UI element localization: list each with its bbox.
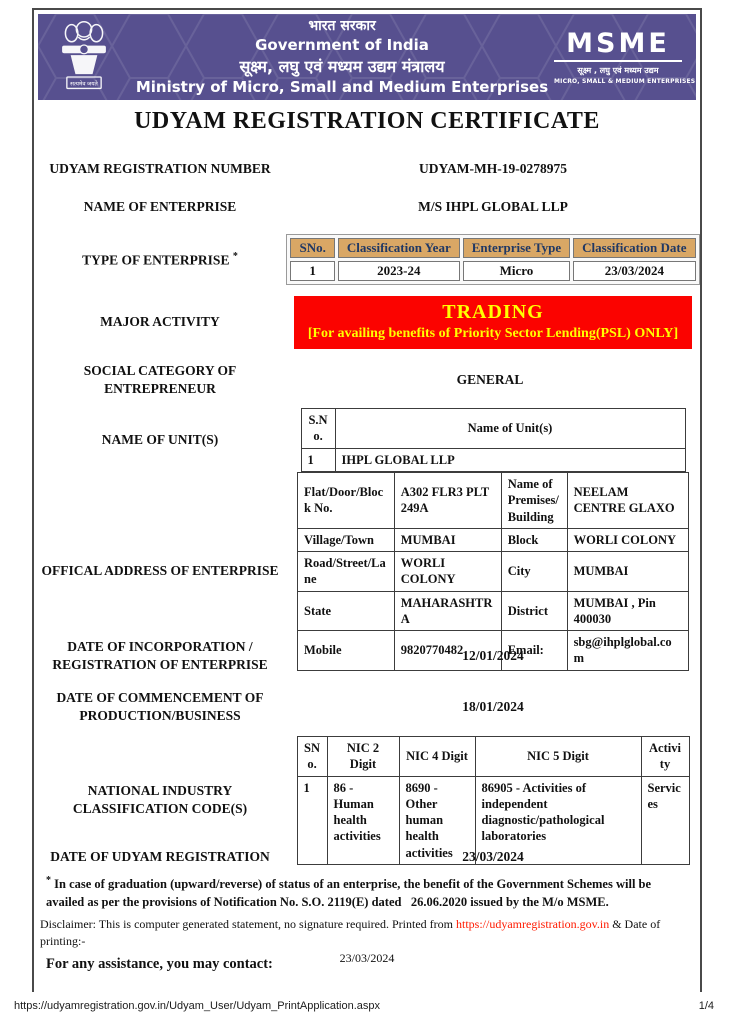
nic-header-5digit: NIC 5 Digit [475, 737, 641, 777]
addr-email-value: sbg@ihplglobal.com [567, 631, 688, 671]
footnote-asterisk: * [46, 875, 51, 886]
major-activity-label: MAJOR ACTIVITY [100, 314, 220, 330]
udyam-registration-date-label: DATE OF UDYAM REGISTRATION [50, 849, 270, 864]
udyam-registration-link[interactable]: https://udyamregistration.gov.in [456, 917, 610, 931]
type-of-enterprise-label: TYPE OF ENTERPRISE * [82, 250, 238, 268]
addr-city-label: City [501, 552, 567, 592]
nic-header-activity: Activity [641, 737, 689, 777]
classification-header-year: Classification Year [338, 238, 460, 258]
classification-type: Micro [463, 261, 570, 281]
nic-label: NATIONAL INDUSTRY CLASSIFICATION CODE(S) [72, 783, 248, 817]
classification-table [286, 234, 699, 285]
nic-2digit: 86 - Human health activities [327, 776, 399, 864]
nic-table [297, 736, 690, 865]
urn-value: UDYAM-MH-19-0278975 [419, 161, 567, 177]
addr-village-value: MUMBAI [394, 528, 501, 551]
units-table [301, 408, 686, 472]
addr-road-label: Road/Street/Lane [298, 552, 395, 592]
ministry-header-text [130, 17, 554, 98]
enterprise-name-row [34, 198, 700, 216]
classification-header-date: Classification Date [573, 238, 695, 258]
incorporation-date-value: 12/01/2024 [462, 648, 524, 664]
social-category-row [34, 362, 700, 398]
udyam-registration-date-row [34, 848, 700, 866]
nic-header-sno: SNo. [297, 737, 327, 777]
ministry-english: Ministry of Micro, Small and Medium Enterprises [135, 78, 549, 97]
units-row [34, 408, 700, 472]
assistance-heading: For any assistance, you may contact: [46, 956, 273, 972]
incorporation-date-row [34, 638, 700, 674]
msme-logo-hindi-tagline: सूक्ष्म , लघु एवं मध्यम उद्यम [577, 65, 659, 75]
ministry-hindi: सूक्ष्म, लघु एवं मध्यम उद्यम मंत्रालय [239, 56, 445, 76]
print-footer [14, 1000, 714, 1012]
classification-sno: 1 [290, 261, 334, 281]
addr-state-value: MAHARASHTRA [394, 591, 501, 631]
social-category-label: SOCIAL CATEGORY OF ENTREPRENEUR [83, 363, 237, 397]
disclaimer-text: Disclaimer: This is computer generated statement, no signature required. Printed from [40, 917, 456, 931]
units-header-name: Name of Unit(s) [335, 409, 685, 449]
units-header-sno: S.No. [301, 409, 335, 449]
addr-premises-value: NEELAM CENTRE GLAXO [567, 473, 688, 529]
nic-4digit: 8690 - Other human health activities [399, 776, 475, 864]
addr-block-label: Block [501, 528, 567, 551]
major-activity-note: [For availing benefits of Priority Sector Lending(PSL) ONLY] [307, 326, 679, 341]
certificate-page [32, 8, 702, 992]
table-row [298, 528, 689, 551]
unit-sno: 1 [301, 448, 335, 471]
emblem-motto-text: सत्यमेव जयते [70, 81, 98, 88]
header-banner [38, 14, 696, 100]
commencement-date-value: 18/01/2024 [462, 699, 524, 715]
major-activity-banner [294, 296, 692, 349]
nic-activity: Services [641, 776, 689, 864]
govt-of-india-english: Government of India [255, 36, 429, 55]
govt-of-india-hindi: भारत सरकार [308, 17, 376, 34]
nic-row [34, 736, 700, 865]
graduation-footnote [34, 874, 700, 911]
incorporation-date-label: DATE OF INCORPORATION / REGISTRATION OF ENTERPRISE [52, 639, 268, 673]
addr-premises-label: Name of Premises/ Building [501, 473, 567, 529]
addr-village-label: Village/Town [298, 528, 395, 551]
addr-email-label: Email: [501, 631, 567, 671]
msme-logo-word: MSME [554, 30, 682, 62]
addr-block-value: WORLI COLONY [567, 528, 688, 551]
classification-header-type: Enterprise Type [463, 238, 570, 258]
addr-district-value: MUMBAI , Pin 400030 [567, 591, 688, 631]
certificate-title: UDYAM REGISTRATION CERTIFICATE [134, 108, 600, 134]
urn-row [34, 160, 700, 178]
nic-header-4digit: NIC 4 Digit [399, 737, 475, 777]
table-row [298, 473, 689, 529]
classification-header-sno: SNo. [290, 238, 334, 258]
classification-year: 2023-24 [338, 261, 460, 281]
social-category-value: GENERAL [456, 372, 524, 388]
addr-mobile-label: Mobile [298, 631, 395, 671]
enterprise-name-value: M/S IHPL GLOBAL LLP [418, 199, 568, 215]
major-activity-value: TRADING [442, 301, 544, 323]
page-indicator: 1/4 [698, 1000, 714, 1012]
type-asterisk: * [232, 250, 238, 262]
table-row [290, 261, 695, 281]
national-emblem-icon [38, 17, 130, 97]
nic-5digit: 86905 - Activities of independent diagnostic/pathological laboratories [475, 776, 641, 864]
major-activity-row [34, 296, 700, 349]
printing-date: 23/03/2024 [339, 950, 395, 965]
udyam-registration-date-value: 23/03/2024 [462, 849, 524, 865]
addr-mobile-value: 9820770482 [394, 631, 501, 671]
footnote-text: In case of graduation (upward/reverse) of status of an enterprise, the benefit of the Government Schemes will be availed as per the provisions of Notification No. S.O. 2119(E) dated 26.06.2020 issued by the M/o MSME. [46, 877, 652, 910]
msme-logo [554, 27, 696, 85]
nic-header-2digit: NIC 2 Digit [327, 737, 399, 777]
addr-district-label: District [501, 591, 567, 631]
table-row [301, 448, 685, 471]
urn-label: UDYAM REGISTRATION NUMBER [49, 161, 271, 176]
type-of-enterprise-row [34, 234, 700, 285]
table-row [298, 591, 689, 631]
msme-logo-english-tagline: MICRO, SMALL & MEDIUM ENTERPRISES [554, 77, 696, 85]
disclaimer-suffix: & Date of printing:- [40, 917, 661, 948]
classification-date: 23/03/2024 [573, 261, 695, 281]
addr-road-value: WORLI COLONY [394, 552, 501, 592]
addr-city-value: MUMBAI [567, 552, 688, 592]
enterprise-name-label: NAME OF ENTERPRISE [83, 199, 237, 214]
units-label: NAME OF UNIT(S) [101, 431, 219, 447]
table-row [298, 552, 689, 592]
commencement-date-row [34, 689, 700, 725]
addr-state-label: State [298, 591, 395, 631]
addr-flat-label: Flat/Door/Block No. [298, 473, 395, 529]
addr-flat-value: A302 FLR3 PLT 249A [394, 473, 501, 529]
nic-sno: 1 [297, 776, 327, 864]
address-label: OFFICAL ADDRESS OF ENTERPRISE [41, 563, 279, 579]
unit-name: IHPL GLOBAL LLP [335, 448, 685, 471]
commencement-date-label: DATE OF COMMENCEMENT OF PRODUCTION/BUSINESS [56, 690, 264, 724]
print-footer-url: https://udyamregistration.gov.in/Udyam_User/Udyam_PrintApplication.aspx [14, 1000, 381, 1012]
